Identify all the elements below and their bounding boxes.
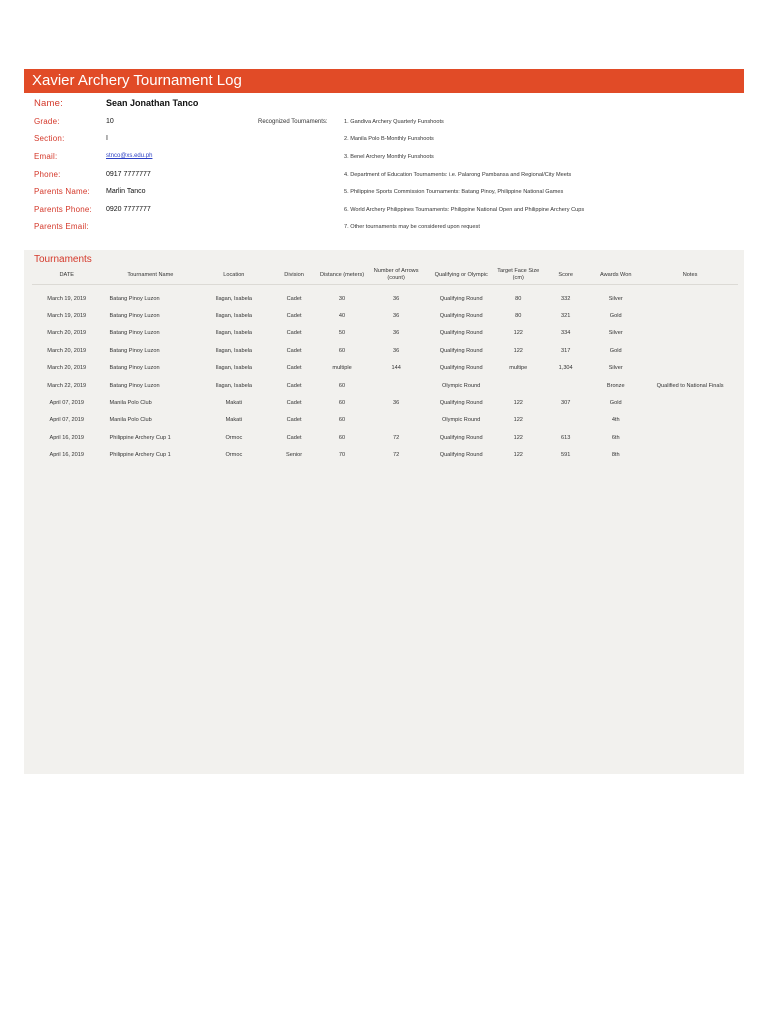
target-face-cell: 122 [513, 347, 523, 354]
distance-cell: 50 [338, 330, 346, 337]
target-face-cell [494, 377, 542, 394]
arrows-cell: 36 [393, 400, 400, 407]
round-type-cell: Qualifying Round [439, 400, 483, 407]
grade-label: Grade: [34, 117, 60, 126]
column-header-division: Division [284, 271, 304, 278]
parents-email-label: Parents Email: [34, 222, 89, 231]
location-cell: Ilagan, Isabela [215, 313, 253, 320]
notes-cell [642, 394, 738, 411]
column-header-qualifying-or-olympic: Qualifying or Olympic [434, 271, 488, 278]
distance-cell: 60 [338, 434, 346, 441]
parents-phone-label: Parents Phone: [34, 205, 92, 214]
arrows-cell: 144 [391, 365, 401, 372]
table-row [32, 307, 738, 324]
distance-cell: multiple [332, 365, 352, 372]
recognized-item: 4. Department of Education Tournaments: i.e. Palarong Pambansa and Regional/City Meets [344, 172, 572, 178]
award-cell: 6th [611, 434, 620, 441]
tournaments-section [24, 250, 744, 774]
tournament-name-cell: Batang Pinoy Luzon [109, 347, 160, 354]
notes-cell [642, 429, 738, 446]
date-cell: April 07, 2019 [49, 417, 84, 424]
distance-cell: 70 [338, 452, 346, 459]
tournament-name-cell: Batang Pinoy Luzon [109, 313, 160, 320]
arrows-cell: 36 [393, 347, 400, 354]
column-header-date: DATE [59, 271, 74, 278]
distance-cell: 40 [338, 313, 346, 320]
division-cell: Cadet [286, 330, 302, 337]
notes-cell [642, 447, 738, 464]
recognized-tournaments-label: Recognized Tournaments: [258, 119, 328, 125]
date-cell: April 16, 2019 [49, 452, 84, 459]
column-header-number-of-arrows: Number of Arrows (count) [373, 268, 419, 281]
tournaments-table [32, 266, 738, 464]
arrows-cell: 72 [393, 434, 400, 441]
recognized-item: 2. Manila Polo B-Monthly Funshoots [344, 136, 434, 142]
recognized-item: 1. Gandiva Archery Quarterly Funshoots [344, 119, 444, 125]
notes-cell [642, 285, 738, 308]
division-cell: Cadet [286, 417, 302, 424]
round-type-cell: Olympic Round [442, 417, 481, 424]
column-header-notes: Notes [682, 271, 698, 278]
log-page [24, 69, 744, 261]
target-face-cell: multipe [509, 365, 528, 372]
name-value: Sean Jonathan Tanco [106, 98, 199, 108]
arrows-cell: 72 [393, 452, 400, 459]
target-face-cell: 122 [513, 400, 523, 407]
location-cell: Ilagan, Isabela [215, 330, 253, 337]
arrows-cell [364, 412, 428, 429]
division-cell: Senior [285, 452, 303, 459]
location-cell: Ormoc [225, 434, 243, 441]
name-label: Name: [34, 98, 63, 109]
tournament-name-cell: Batang Pinoy Luzon [109, 330, 160, 337]
tournament-name-cell: Batang Pinoy Luzon [109, 295, 160, 302]
email-label: Email: [34, 152, 58, 161]
parents-name-label: Parents Name: [34, 187, 90, 196]
date-cell: March 20, 2019 [47, 365, 87, 372]
recognized-item: 6. World Archery Philippines Tournaments: Philippine National Open and Philippine Archery Cups [344, 207, 585, 213]
table-row [32, 285, 738, 308]
division-cell: Cadet [286, 400, 302, 407]
location-cell: Ilagan, Isabela [215, 365, 253, 372]
division-cell: Cadet [286, 313, 302, 320]
score-cell: 332 [560, 295, 571, 302]
page-title: Xavier Archery Tournament Log [24, 69, 744, 93]
column-header-score: Score [558, 271, 573, 278]
location-cell: Ilagan, Isabela [215, 295, 253, 302]
target-face-cell: 122 [513, 452, 523, 459]
tournament-name-cell: Manila Polo Club [109, 400, 152, 407]
score-cell: 317 [560, 347, 571, 354]
tournament-name-cell: Batang Pinoy Luzon [109, 365, 160, 372]
arrows-cell: 36 [393, 295, 400, 302]
award-cell: Gold [609, 313, 622, 320]
location-cell: Ilagan, Isabela [215, 347, 253, 354]
score-cell: 1,304 [558, 365, 573, 372]
date-cell: April 16, 2019 [49, 434, 84, 441]
round-type-cell: Qualifying Round [439, 347, 483, 354]
recognized-item: 5. Philippine Sports Commission Tournaments: Batang Pinoy, Philippine National Games [344, 189, 564, 195]
score-cell: 613 [560, 434, 571, 441]
target-face-cell: 122 [513, 434, 523, 441]
arrows-cell: 36 [393, 330, 400, 337]
notes-cell [642, 360, 738, 377]
parents-phone-value: 0920 7777777 [106, 206, 151, 213]
tournament-name-cell: Batang Pinoy Luzon [109, 382, 160, 389]
tournament-name-cell: Philippine Archery Cup 1 [109, 434, 171, 441]
arrows-cell [364, 377, 428, 394]
section-label: Section: [34, 134, 65, 143]
division-cell: Cadet [286, 365, 302, 372]
table-row [32, 377, 738, 394]
division-cell: Cadet [286, 347, 302, 354]
date-cell: March 19, 2019 [47, 295, 87, 302]
date-cell: March 22, 2019 [47, 382, 87, 389]
table-row [32, 325, 738, 342]
score-cell: 334 [560, 330, 571, 337]
arrows-cell: 36 [393, 313, 400, 320]
date-cell: March 20, 2019 [47, 330, 87, 337]
column-header-tournament-name: Tournament Name [127, 271, 174, 278]
recognized-item: 7. Other tournaments may be considered upon request [344, 224, 480, 230]
round-type-cell: Qualifying Round [439, 330, 483, 337]
section-value: I [106, 135, 108, 142]
score-cell: 307 [560, 400, 571, 407]
tournament-name-cell: Philippine Archery Cup 1 [109, 452, 171, 459]
distance-cell: 60 [338, 382, 346, 389]
column-header-distance: Distance (meters) [319, 271, 365, 278]
location-cell: Ilagan, Isabela [215, 382, 253, 389]
award-cell: Silver [608, 295, 623, 302]
award-cell: Gold [609, 400, 622, 407]
award-cell: 4th [611, 417, 620, 424]
target-face-cell: 122 [513, 330, 523, 337]
division-cell: Cadet [286, 434, 302, 441]
table-row [32, 394, 738, 411]
location-cell: Makati [225, 400, 243, 407]
grade-value: 10 [106, 118, 114, 125]
round-type-cell: Qualifying Round [439, 434, 483, 441]
target-face-cell: 80 [515, 295, 522, 302]
table-row [32, 412, 738, 429]
table-row [32, 342, 738, 359]
tournament-name-cell: Manila Polo Club [109, 417, 152, 424]
score-cell: 321 [560, 313, 571, 320]
distance-cell: 60 [338, 347, 346, 354]
phone-value: 0917 7777777 [106, 171, 151, 178]
date-cell: April 07, 2019 [49, 400, 84, 407]
column-header-awards-won: Awards Won [599, 271, 632, 278]
parents-name-value: Marlin Tanco [106, 188, 146, 195]
table-row [32, 447, 738, 464]
score-cell [542, 377, 589, 394]
email-link[interactable]: stnco@xs.edu.ph [106, 153, 153, 159]
notes-cell [642, 325, 738, 342]
round-type-cell: Qualifying Round [439, 295, 483, 302]
round-type-cell: Qualifying Round [439, 452, 483, 459]
table-row [32, 429, 738, 446]
score-cell: 591 [560, 452, 571, 459]
distance-cell: 60 [338, 400, 346, 407]
notes-cell [642, 412, 738, 429]
award-cell: Gold [609, 347, 622, 354]
notes-cell: Qualified to National Finals [656, 382, 724, 389]
round-type-cell: Qualifying Round [439, 313, 483, 320]
target-face-cell: 122 [513, 417, 523, 424]
award-cell: Bronze [606, 382, 625, 389]
round-type-cell: Qualifying Round [439, 365, 483, 372]
division-cell: Cadet [286, 382, 302, 389]
notes-cell [642, 342, 738, 359]
student-info [24, 93, 744, 261]
column-header-target-face-size: Target Face Size (cm) [497, 268, 540, 281]
distance-cell: 60 [338, 417, 346, 424]
award-cell: Silver [608, 330, 623, 337]
date-cell: March 20, 2019 [47, 347, 87, 354]
column-header-location: Location [223, 271, 245, 278]
division-cell: Cadet [286, 295, 302, 302]
award-cell: 8th [611, 452, 620, 459]
round-type-cell: Olympic Round [442, 382, 481, 389]
target-face-cell: 80 [515, 313, 522, 320]
table-row [32, 360, 738, 377]
award-cell: Silver [608, 365, 623, 372]
notes-cell [642, 307, 738, 324]
location-cell: Makati [225, 417, 243, 424]
distance-cell: 30 [338, 295, 346, 302]
location-cell: Ormoc [225, 452, 243, 459]
phone-label: Phone: [34, 170, 61, 179]
table-body [32, 285, 738, 464]
recognized-item: 3. Benel Archery Monthly Funshoots [344, 154, 434, 160]
date-cell: March 19, 2019 [47, 313, 87, 320]
tournaments-title: Tournaments [34, 254, 92, 265]
table-header-row [32, 266, 738, 285]
score-cell [542, 412, 589, 429]
